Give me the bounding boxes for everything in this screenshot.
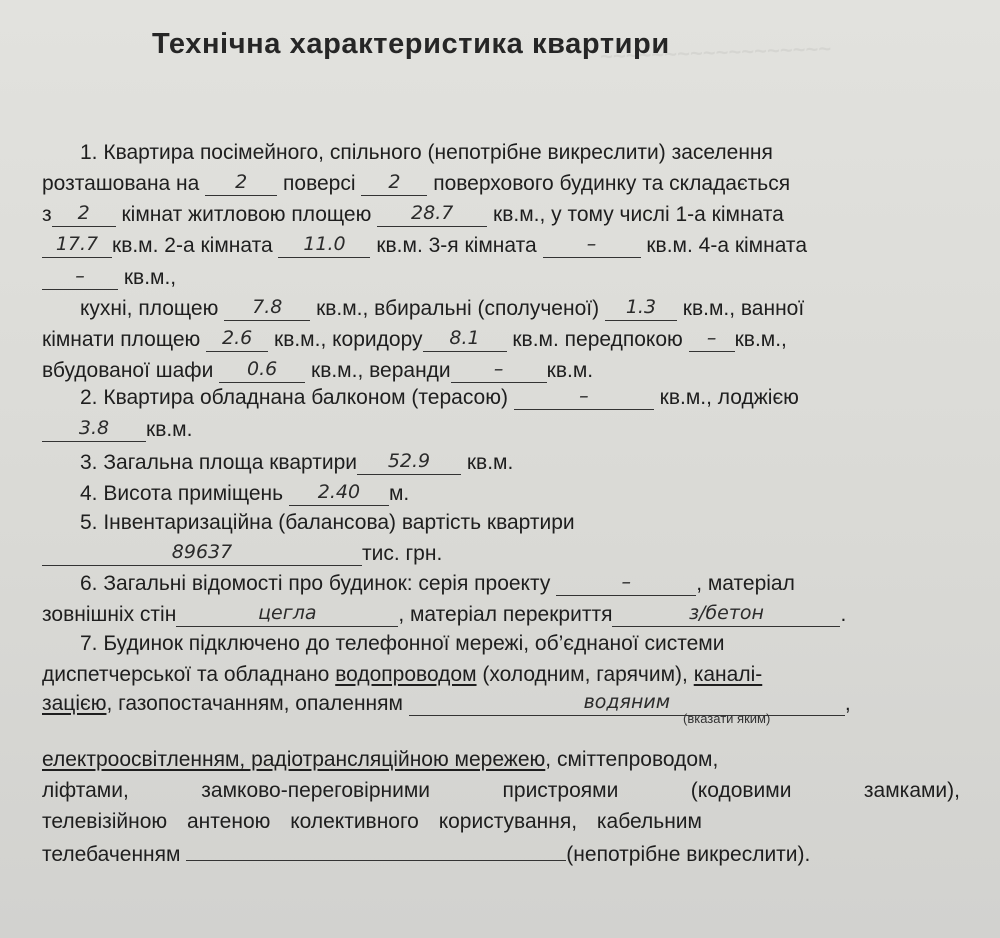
- height-field: 2.40: [289, 481, 389, 506]
- wc-field: 1.3: [605, 296, 677, 321]
- walls-field: цегла: [176, 602, 398, 627]
- s1-line7: кімнати площею 2.6 кв.м., коридору 8.1 кв.м. передпокою – кв.м.,: [42, 327, 787, 351]
- room4-field: –: [42, 265, 118, 290]
- ceiling-field: з/бетон: [612, 602, 840, 627]
- s7-line3: зацією, газопостачанням, опаленням водяним ,: [42, 691, 851, 715]
- corridor-field: 8.1: [423, 327, 507, 352]
- s1-line2: розташована на 2 поверсі 2 поверхового будинку та складається: [42, 171, 791, 195]
- s1-line5: – кв.м.,: [42, 262, 960, 294]
- room3-field: –: [543, 233, 641, 258]
- room1-field: 17.7: [42, 233, 112, 258]
- electric-radio-underlined: електроосвітленням, радіотрансляційною мережею: [42, 748, 546, 771]
- s7-line5: ліфтами, замково-переговірними пристроями (кодовими замками),: [42, 779, 960, 802]
- veranda-field: –: [451, 358, 547, 383]
- s2-line1: 2. Квартира обладнана балконом (терасою) – кв.м., лоджією: [80, 385, 799, 409]
- s7-line2: диспетчерської та обладнано водопроводом (холодним, гарячим), каналі-: [42, 663, 763, 686]
- s6-line1: 6. Загальні відомості про будинок: серія проекту – , матеріал: [80, 571, 795, 595]
- s3-line: 3. Загальна площа квартири 52.9 кв.м.: [80, 450, 514, 474]
- s7-line7: телебаченням (непотрібне викреслити).: [42, 836, 960, 868]
- cable-tv-field: [186, 836, 566, 861]
- bath-field: 2.6: [206, 327, 268, 352]
- loggia-field: 3.8: [42, 417, 146, 442]
- s2-line2: 3.8 кв.м.: [42, 414, 960, 446]
- s7-line1: 7. Будинок підключено до телефонної мережі, об’єднаної системи: [80, 632, 725, 655]
- s7-line4: електроосвітленням, радіотрансляційною мережею, сміттепроводом,: [42, 748, 719, 771]
- closet-field: 0.6: [219, 358, 305, 383]
- s1-line1: 1. Квартира посімейного, спільного (непотрібне викреслити) заселення: [80, 141, 773, 164]
- s5-line2: 89637 тис. грн.: [42, 538, 960, 570]
- sewerage-underlined-cont: зацією: [42, 692, 107, 715]
- series-field: –: [556, 571, 696, 596]
- floor-field: 2: [205, 171, 277, 196]
- s1-line3: з 2 кімнат житловою площею 28.7 кв.м., у тому числі 1-а кімната: [42, 202, 784, 226]
- s7-line6: телевізійною антеною колективного користування, кабельним: [42, 810, 702, 833]
- s4-line: 4. Висота приміщень 2.40 м.: [80, 481, 410, 505]
- s1-line8: вбудованої шафи 0.6 кв.м., веранди – кв.м.: [42, 358, 594, 382]
- rooms-field: 2: [52, 202, 116, 227]
- floors-total-field: 2: [361, 171, 427, 196]
- heating-note: (вказати яким): [683, 711, 771, 726]
- s6-line2: зовнішніх стін цегла , матеріал перекриття з/бетон .: [42, 602, 847, 626]
- water-supply-underlined: водопроводом: [335, 663, 477, 686]
- bleed-through-marks: ~~~~~~~~~~~~~~~~~~: [599, 35, 832, 70]
- hall-field: –: [689, 327, 735, 352]
- heating-field: водяним: [409, 691, 845, 716]
- value-field: 89637: [42, 541, 362, 566]
- balcony-field: –: [514, 385, 654, 410]
- s5-line1: 5. Інвентаризаційна (балансова) вартість квартири: [80, 511, 575, 534]
- living-area-field: 28.7: [377, 202, 487, 227]
- sewerage-underlined: каналі-: [693, 663, 763, 686]
- room2-field: 11.0: [278, 233, 370, 258]
- document-title: Технічна характеристика квартири: [152, 28, 670, 60]
- s1-line6: кухні, площею 7.8 кв.м., вбиральні (сполученої) 1.3 кв.м., ванної: [80, 296, 805, 320]
- kitchen-field: 7.8: [224, 296, 310, 321]
- s1-line4: 17.7 кв.м. 2-а кімната 11.0 кв.м. 3-я кімната – кв.м. 4-а кімната: [42, 230, 960, 262]
- total-area-field: 52.9: [357, 450, 461, 475]
